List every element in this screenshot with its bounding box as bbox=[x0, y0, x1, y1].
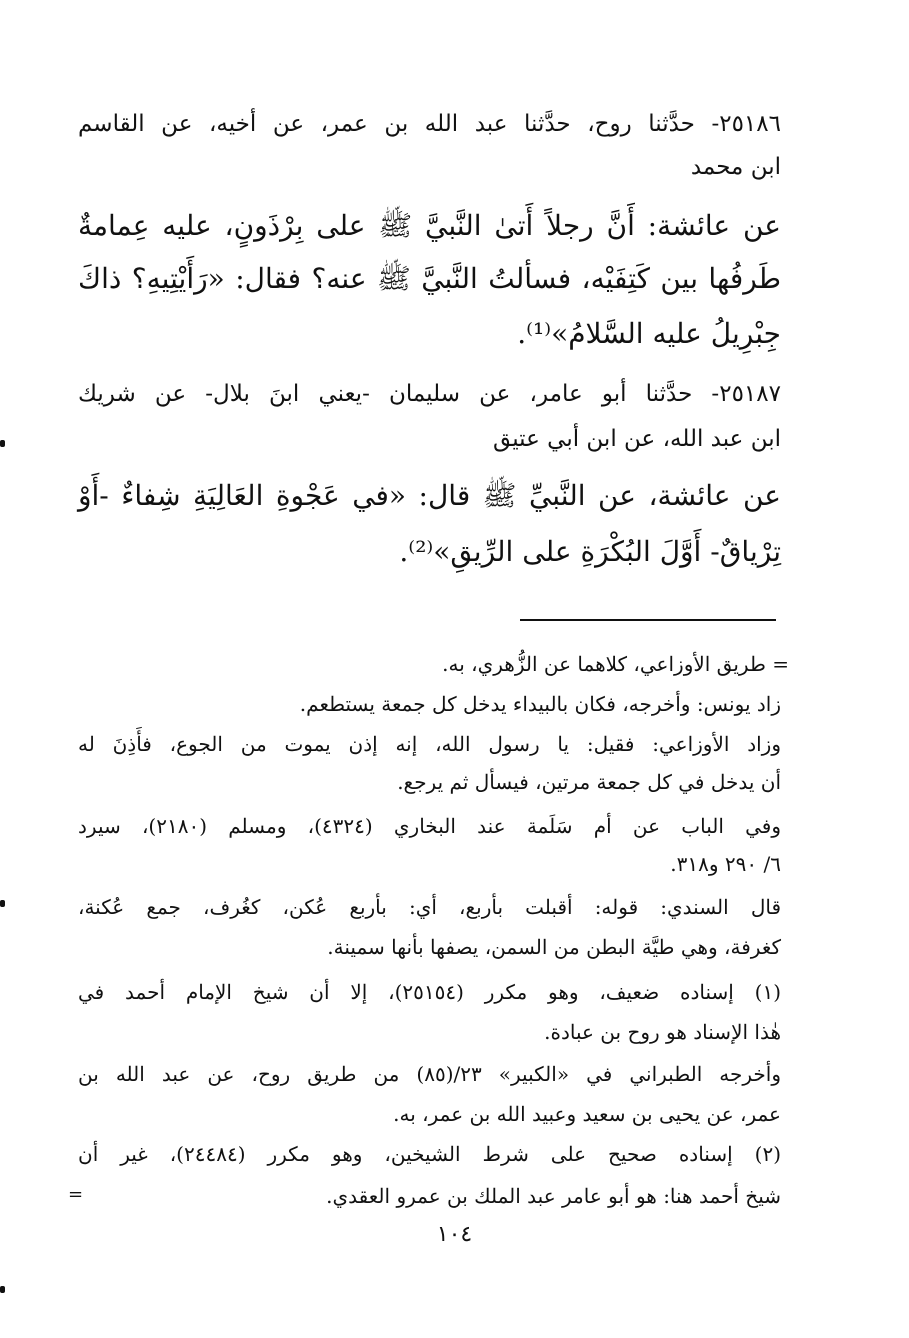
footnote-1-line-2: هٰذا الإسناد هو روح بن عبادة. bbox=[544, 1020, 781, 1044]
hadith-25187-text-line-2: تِرْياقٌ- أَوَّلَ البُكْرَةِ على الرِّيقِ»⁽²⁾. bbox=[399, 535, 781, 568]
footnote-1-line-1: (١) إسناده ضعيف، وهو مكرر (٢٥١٥٤)، إلا أن شيخ الإمام أحمد في bbox=[78, 980, 781, 1004]
footnote-yunus-line: زاد يونس: وأخرجه، فكان بالبيداء يدخل كل جمعة يستطعم. bbox=[299, 692, 781, 716]
hadith-25186-text-line-1: عن عائشة: أَنَّ رجلاً أَتىٰ النَّبيَّ ﷺ على بِرْذَونٍ، عليه عِمامةٌ bbox=[78, 209, 781, 242]
footnote-1-line-4: عمر، عن يحيى بن سعيد وعبيد الله بن عمر، به. bbox=[393, 1102, 781, 1126]
hadith-25187-isnad-line-2: ابن عبد الله، عن ابن أبي عتيق bbox=[493, 426, 781, 452]
footnote-awzai-line-2: أن يدخل في كل جمعة مرتين، فيسأل ثم يرجع. bbox=[397, 770, 781, 794]
footnote-awzai-line-1: وزاد الأوزاعي: فقيل: يا رسول الله، إنه إذن يموت من الجوع، فأَذِنَ له bbox=[78, 732, 781, 756]
footnote-bab-line-1: وفي الباب عن أم سَلَمة عند البخاري (٤٣٢٤)، ومسلم (٢١٨٠)، سيرد bbox=[78, 814, 781, 838]
continuation-mark: = bbox=[68, 1184, 84, 1205]
footnote-2-line-1: (٢) إسناده صحيح على شرط الشيخين، وهو مكرر (٢٤٤٨٤)، غير أن bbox=[78, 1142, 781, 1166]
footnote-sindi-line-2: كغرفة، وهي طيَّة البطن من السمن، يصفها بأنها سمينة. bbox=[327, 935, 781, 959]
footnote-separator bbox=[520, 619, 776, 621]
hadith-25186-text-line-2: طَرفُها بين كَتِفَيْه، فسألتُ النَّبيَّ ﷺ عنه؟ فقال: «رَأَيْتِيهِ؟ ذاكَ bbox=[78, 262, 781, 295]
footnote-continuation-line: = طريق الأوزاعي، كلاهما عن الزُّهري، به. bbox=[442, 652, 789, 676]
footnote-bab-line-2: ٦/ ٢٩٠ و٣١٨. bbox=[670, 852, 781, 876]
footnote-1-line-3: وأخرجه الطبراني في «الكبير» ٢٣/(٨٥) من طريق روح، عن عبد الله بن bbox=[78, 1062, 781, 1086]
hadith-25186-isnad-line-2: ابن محمد bbox=[690, 154, 781, 180]
scan-mark bbox=[0, 440, 5, 447]
scan-mark bbox=[0, 1286, 5, 1293]
hadith-25186-text-line-3: جِبْرِيلُ عليه السَّلامُ»⁽¹⁾. bbox=[517, 317, 781, 350]
hadith-25186-isnad-line-1: ٢٥١٨٦- حدَّثنا روح، حدَّثنا عبد الله بن عمر، عن أخيه، عن القاسم bbox=[78, 111, 781, 137]
footnote-2-line-2: شيخ أحمد هنا: هو أبو عامر عبد الملك بن عمرو العقدي. bbox=[326, 1184, 781, 1208]
hadith-25187-text-line-1: عن عائشة، عن النَّبيِّ ﷺ قال: «في عَجْوةِ العَالِيَةِ شِفاءٌ -أَوْ bbox=[78, 479, 781, 512]
scan-mark bbox=[0, 900, 5, 907]
hadith-25187-isnad-line-1: ٢٥١٨٧- حدَّثنا أبو عامر، عن سليمان -يعني ابنَ بلال- عن شريك bbox=[78, 381, 781, 407]
footnote-sindi-line-1: قال السندي: قوله: أقبلت بأربع، أي: بأربع عُكن، كغُرف، جمع عُكنة، bbox=[78, 895, 781, 919]
page-number: ١٠٤ bbox=[436, 1222, 473, 1247]
